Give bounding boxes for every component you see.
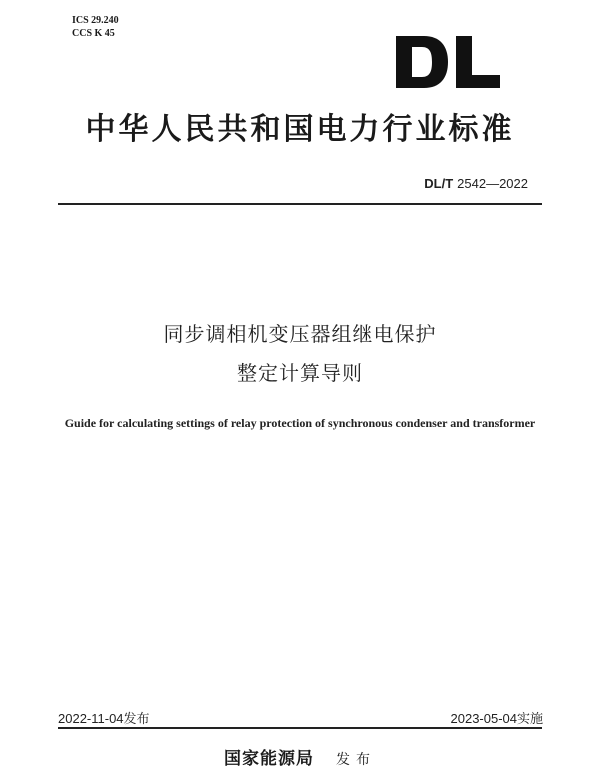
title-english: Guide for calculating settings of relay protection of synchronous condenser and transformer — [64, 416, 536, 430]
publication-date: 2022-11-04发布 — [58, 711, 150, 726]
title-chinese-line1: 同步调相机变压器组继电保护 — [163, 322, 437, 346]
publisher — [0, 744, 600, 769]
dl-logo-letter-l — [456, 36, 500, 88]
title-chinese-line2: 整定计算导则 — [237, 361, 363, 385]
ics-code: ICS 29.240 — [72, 15, 119, 26]
standard-number — [424, 176, 528, 191]
publisher-action: 发布 — [336, 752, 376, 768]
dl-logo-letter-d — [396, 36, 448, 88]
publisher-name: 国家能源局 — [224, 749, 314, 769]
ccs-code: CCS K 45 — [72, 28, 115, 39]
standard-type-title: 中华人民共和国电力行业标准 — [85, 112, 515, 147]
implementation-date: 2023-05-04实施 — [450, 711, 543, 726]
dl-logo — [394, 36, 502, 88]
top-divider — [58, 203, 542, 205]
classification-codes — [72, 14, 119, 40]
bottom-divider — [58, 727, 542, 729]
standard-number-prefix: DL/T — [424, 176, 454, 191]
standard-number-value: 2542—2022 — [457, 176, 528, 191]
